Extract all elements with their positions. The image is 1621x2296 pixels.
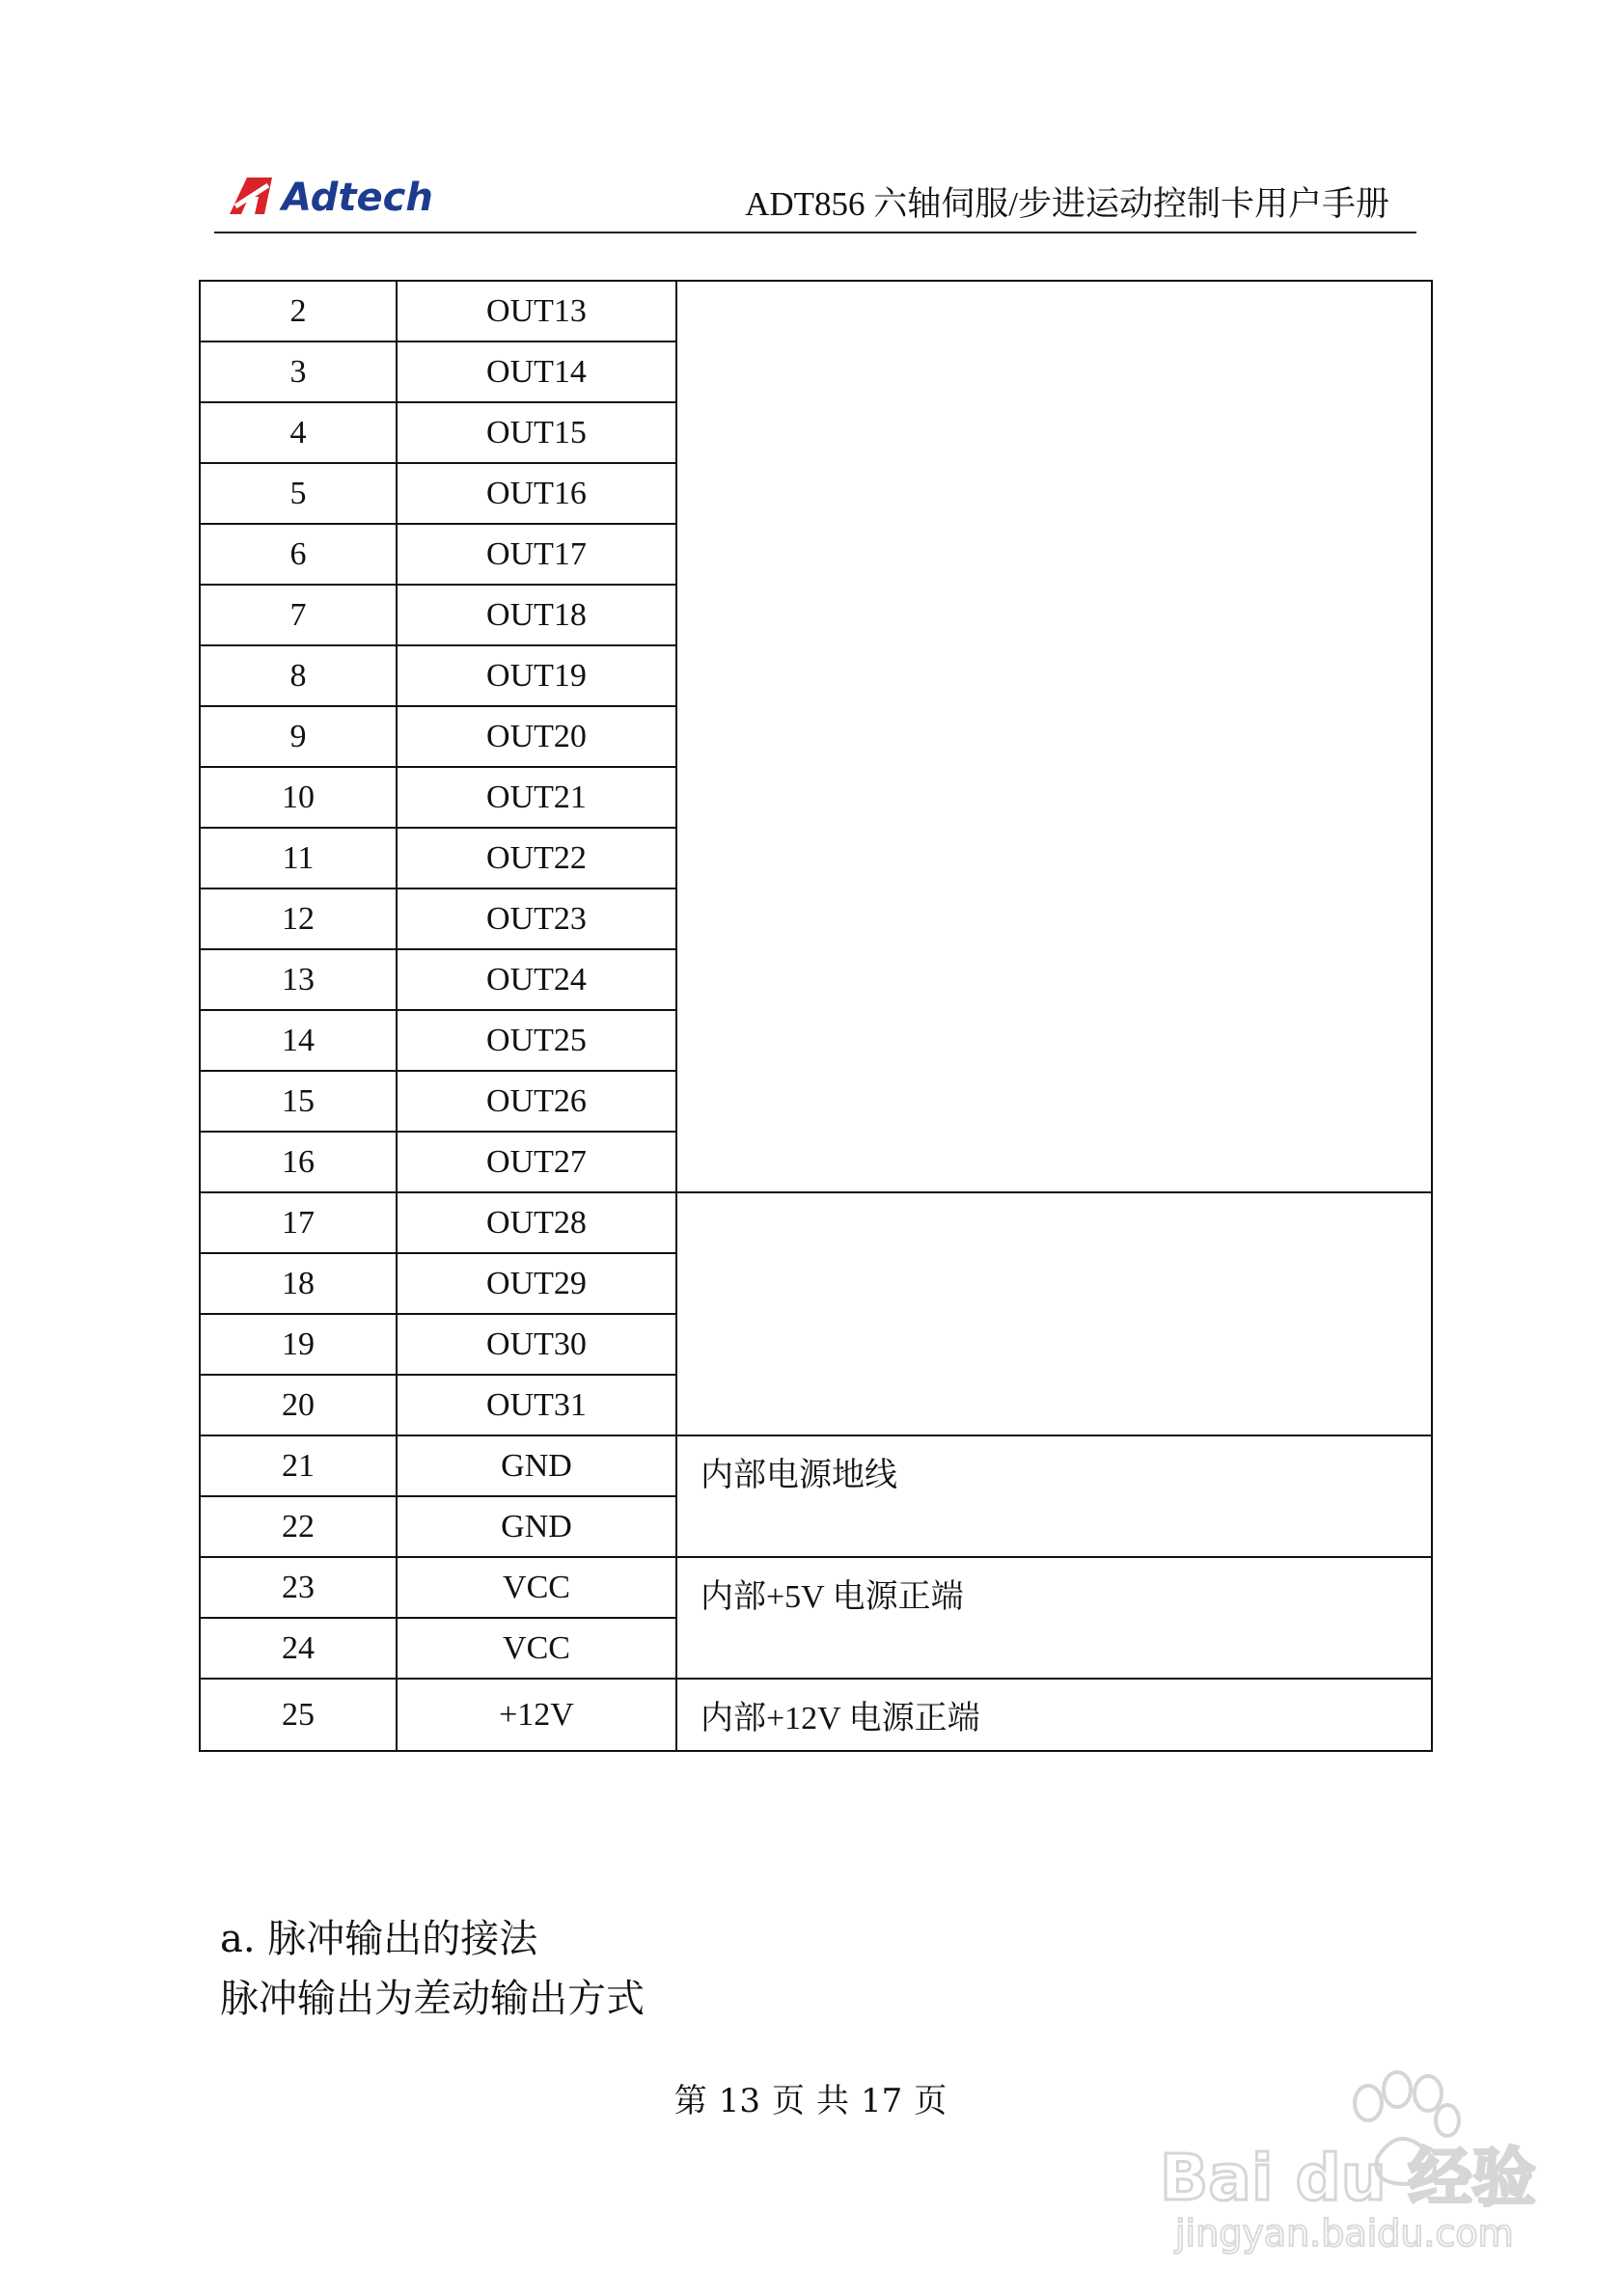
logo-text: Adtech	[282, 176, 433, 218]
pin-signal: OUT19	[397, 645, 676, 706]
section-heading: a. 脉冲输出的接法	[220, 1917, 538, 1961]
manual-title: ADT856 六轴伺服/步进运动控制卡用户手册	[745, 185, 1389, 223]
pin-table	[199, 280, 1433, 1752]
pin-number: 24	[200, 1618, 397, 1679]
pin-number: 16	[200, 1132, 397, 1192]
pin-number: 5	[200, 463, 397, 524]
pin-number: 13	[200, 949, 397, 1010]
pin-number: 17	[200, 1192, 397, 1253]
pin-signal: VCC	[397, 1618, 676, 1679]
section-body-text: 脉冲输出为差动输出方式	[220, 1977, 645, 2021]
table-row	[200, 1679, 1432, 1751]
pin-number: 3	[200, 342, 397, 402]
pin-number: 18	[200, 1253, 397, 1314]
pin-number: 8	[200, 645, 397, 706]
pin-signal: OUT27	[397, 1132, 676, 1192]
pin-signal: OUT15	[397, 402, 676, 463]
pin-signal: OUT29	[397, 1253, 676, 1314]
table-row	[200, 1192, 1432, 1253]
pin-number: 23	[200, 1557, 397, 1618]
table-row	[200, 1557, 1432, 1618]
pin-number: 15	[200, 1071, 397, 1132]
watermark-brand: Bai du 经验	[1160, 2141, 1536, 2215]
pin-number: 2	[200, 281, 397, 342]
pin-number: 14	[200, 1010, 397, 1071]
pin-signal: OUT28	[397, 1192, 676, 1253]
table-row	[200, 281, 1432, 342]
pin-number: 10	[200, 767, 397, 828]
footer-word: 共	[816, 2082, 849, 2120]
page-header	[214, 154, 1416, 233]
pin-signal: OUT16	[397, 463, 676, 524]
pin-signal: GND	[397, 1496, 676, 1557]
pin-signal: OUT20	[397, 706, 676, 767]
pin-signal: OUT22	[397, 828, 676, 888]
table-row	[200, 1435, 1432, 1496]
pin-number: 22	[200, 1496, 397, 1557]
footer-total-pages: 17	[861, 2082, 903, 2120]
pin-number: 7	[200, 585, 397, 645]
description-vcc: 内部+5V 电源正端	[676, 1557, 1432, 1679]
footer-word: 页	[914, 2082, 948, 2120]
pin-number: 19	[200, 1314, 397, 1375]
pin-signal: OUT26	[397, 1071, 676, 1132]
pin-signal: OUT25	[397, 1010, 676, 1071]
pin-signal: OUT13	[397, 281, 676, 342]
description-cell-empty	[676, 1192, 1432, 1435]
description-cell-empty	[676, 281, 1432, 1192]
adtech-logo	[226, 172, 506, 218]
footer-page-number: 13	[718, 2082, 760, 2120]
pin-number: 20	[200, 1375, 397, 1435]
pin-signal: OUT23	[397, 888, 676, 949]
pin-signal: OUT24	[397, 949, 676, 1010]
footer-word: 页	[772, 2082, 805, 2120]
pin-number: 11	[200, 828, 397, 888]
description-12v: 内部+12V 电源正端	[676, 1679, 1432, 1751]
pin-signal: OUT14	[397, 342, 676, 402]
pin-signal: OUT31	[397, 1375, 676, 1435]
pin-number: 9	[200, 706, 397, 767]
watermark-url: jingyan.baidu.com	[1175, 2212, 1514, 2255]
footer-word: 第	[673, 2082, 707, 2120]
pin-number: 25	[200, 1679, 397, 1751]
description-gnd: 内部电源地线	[676, 1435, 1432, 1557]
pin-number: 12	[200, 888, 397, 949]
pin-signal: OUT18	[397, 585, 676, 645]
pin-signal: OUT30	[397, 1314, 676, 1375]
baidu-watermark	[1154, 2064, 1540, 2257]
pin-number: 21	[200, 1435, 397, 1496]
pin-signal: +12V	[397, 1679, 676, 1751]
pin-signal: OUT21	[397, 767, 676, 828]
pin-number: 4	[200, 402, 397, 463]
pin-signal: VCC	[397, 1557, 676, 1618]
pin-signal: OUT17	[397, 524, 676, 585]
pin-number: 6	[200, 524, 397, 585]
pin-signal: GND	[397, 1435, 676, 1496]
